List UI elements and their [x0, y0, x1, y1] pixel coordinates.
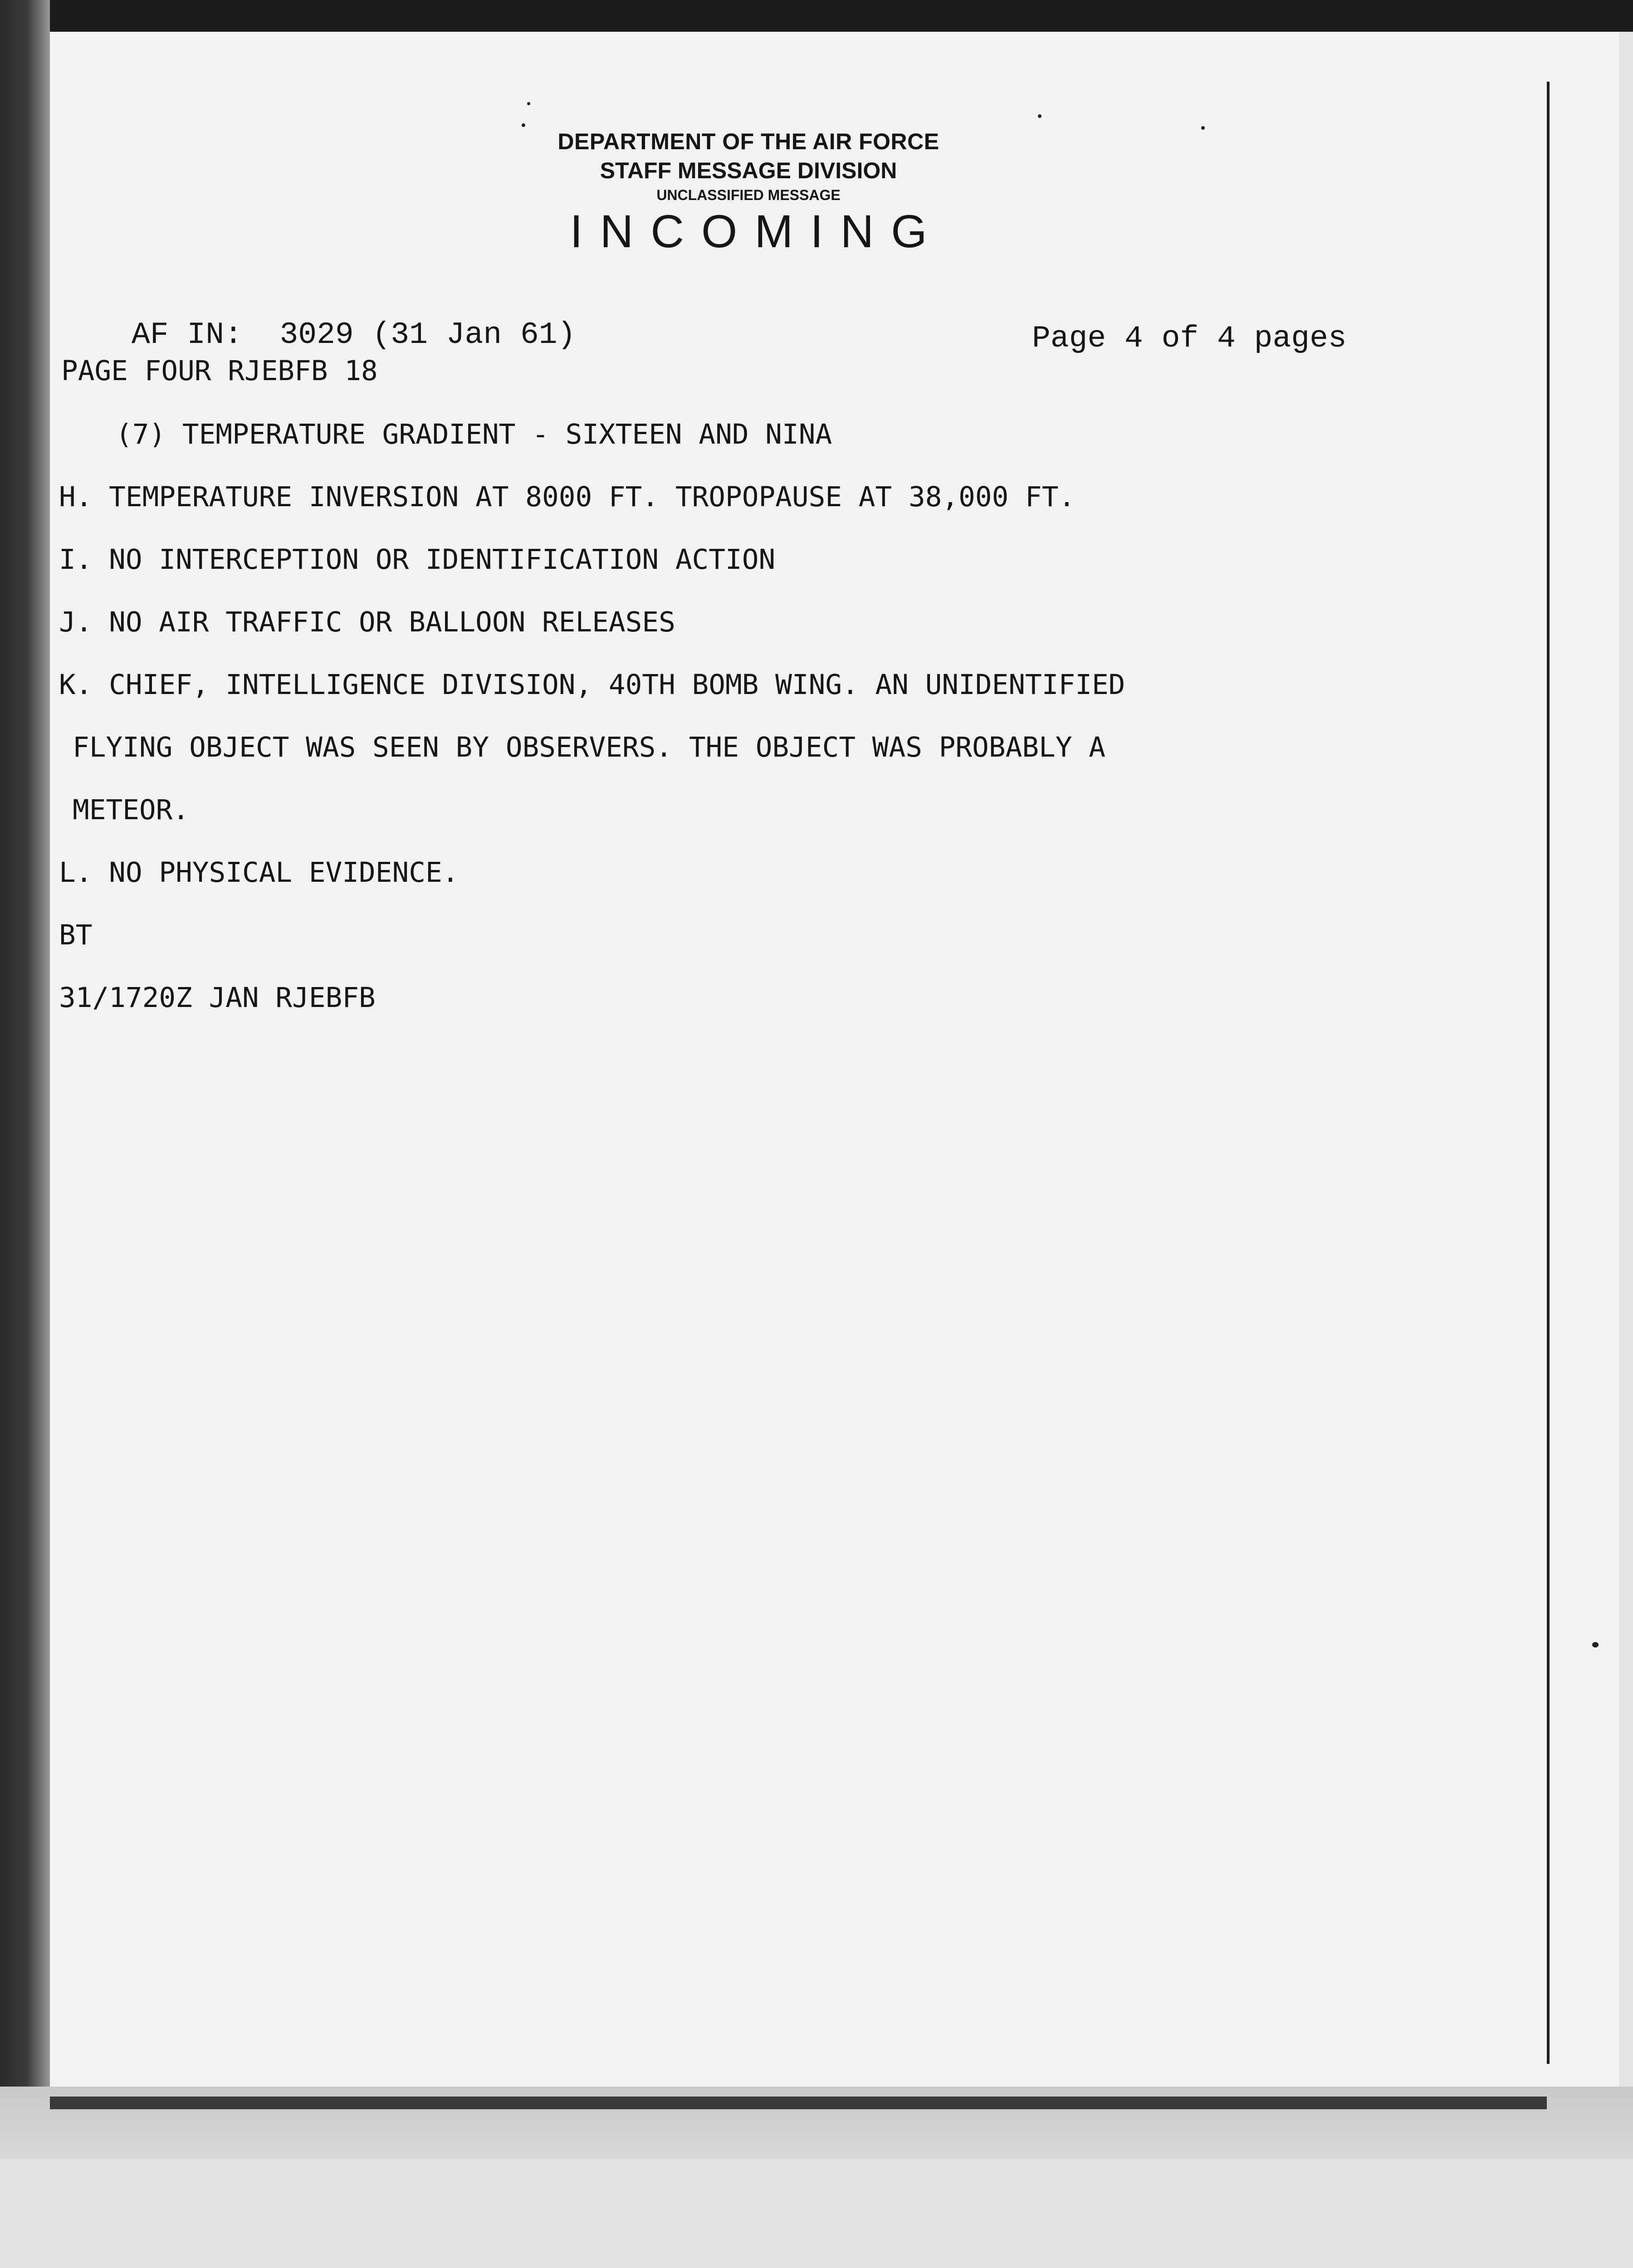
department-title: DEPARTMENT OF THE AIR FORCE	[557, 129, 939, 154]
item-i-interception: I. NO INTERCEPTION OR IDENTIFICATION ACTION	[59, 543, 776, 576]
speck	[1038, 114, 1041, 118]
item-l-evidence: L. NO PHYSICAL EVIDENCE.	[59, 856, 459, 889]
item-7-temperature-gradient: (7) TEMPERATURE GRADIENT - SIXTEEN AND NINA	[116, 418, 832, 450]
background-lower	[0, 2159, 1633, 2268]
scan-top-edge	[0, 0, 1633, 32]
speck	[527, 102, 530, 105]
item-k-line2: FLYING OBJECT WAS SEEN BY OBSERVERS. THE OBJECT WAS PROBABLY A	[73, 731, 1105, 763]
speck	[1201, 126, 1205, 130]
message-type: INCOMING	[570, 205, 944, 257]
item-k-line1: K. CHIEF, INTELLIGENCE DIVISION, 40TH BOMB WING. AN UNIDENTIFIED	[59, 669, 1125, 701]
speck	[1592, 1642, 1599, 1647]
item-k-line3: METEOR.	[73, 794, 190, 826]
af-in-number: AF IN: 3029 (31 Jan 61)	[132, 318, 576, 352]
speck	[522, 123, 525, 127]
message-header	[454, 127, 1043, 258]
scan-left-edge	[0, 0, 50, 2087]
division-title: STAFF MESSAGE DIVISION	[600, 158, 897, 183]
page-reference: PAGE FOUR RJEBFB 18	[61, 355, 378, 387]
page-right-border	[1547, 82, 1550, 2064]
page-count: Page 4 of 4 pages	[1032, 321, 1347, 356]
classification-label: UNCLASSIFIED MESSAGE	[656, 187, 841, 203]
item-h-inversion: H. TEMPERATURE INVERSION AT 8000 FT. TROPOPAUSE AT 38,000 FT.	[59, 481, 1076, 513]
item-j-air-traffic: J. NO AIR TRAFFIC OR BALLOON RELEASES	[59, 606, 675, 638]
page-bottom-border	[50, 2097, 1547, 2109]
break-marker: BT	[59, 919, 93, 951]
date-time-group: 31/1720Z JAN RJEBFB	[59, 982, 376, 1014]
